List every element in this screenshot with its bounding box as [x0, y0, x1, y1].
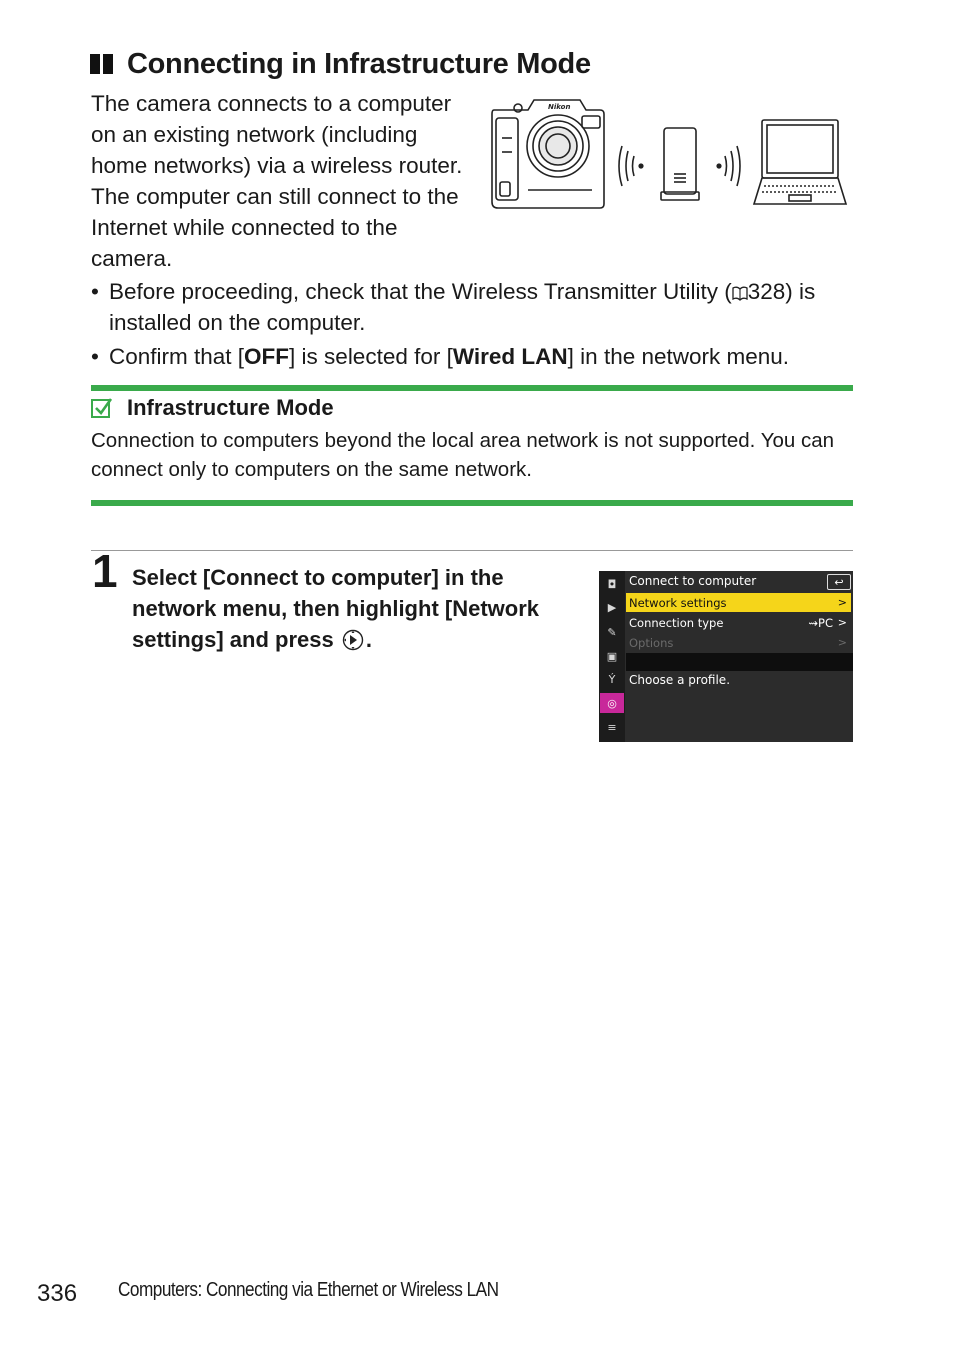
- bullet-list: [91, 276, 861, 375]
- wireless-signal-icon: [619, 146, 643, 186]
- bullet-text: ) is installed on the computer.: [109, 279, 816, 335]
- chevron-right-icon: >: [837, 596, 847, 609]
- camera-menu-screen: [599, 571, 853, 742]
- custom-settings-tab-icon[interactable]: ✎: [607, 625, 617, 639]
- wireless-signal-icon: [717, 146, 740, 186]
- note-divider-bottom: [91, 500, 853, 506]
- running-footer: Computers: Connecting via Ethernet or Wireless LAN: [118, 1279, 499, 1301]
- multi-selector-right-icon: [342, 629, 364, 651]
- menu-item-label: Options: [629, 635, 674, 650]
- my-menu-tab-icon[interactable]: ≡: [607, 720, 617, 734]
- section-title: Connecting in Infrastructure Mode: [127, 47, 591, 80]
- menu-tab-bar: [599, 571, 625, 742]
- help-text: Choose a profile.: [629, 673, 731, 687]
- connection-type-value: [808, 616, 833, 630]
- menu-item-value: PC: [818, 615, 833, 630]
- intro-paragraph: The camera connects to a computer on an existing network (including home networks) via a wireless router. The computer can still connect to the Internet while connected to the camera.: [91, 91, 463, 271]
- step-text: Select [Connect to computer] in the network menu, then highlight [Network settings] and press: [132, 565, 539, 652]
- link-icon: ⇝: [808, 615, 819, 630]
- list-item: [91, 276, 861, 338]
- bullet-text: ] is selected for [: [289, 344, 453, 369]
- network-tab-icon[interactable]: ◎: [600, 693, 624, 713]
- step-divider: [91, 550, 853, 551]
- setup-tab-icon[interactable]: Ý: [608, 672, 616, 686]
- photo-shooting-tab-icon[interactable]: ◘: [607, 577, 617, 591]
- camera-brand-label: Nikon: [548, 103, 571, 111]
- book-icon: [732, 286, 748, 301]
- playback-tab-icon[interactable]: ▣: [606, 649, 618, 663]
- router-illustration: [661, 128, 699, 200]
- step-number: 1: [92, 545, 118, 597]
- bullet-icon: •: [91, 344, 99, 369]
- option-wired-lan: Wired LAN: [452, 344, 568, 369]
- step-instruction: [132, 562, 582, 655]
- check-note-icon: [91, 397, 113, 419]
- page-reference-link[interactable]: 328: [747, 279, 786, 304]
- option-off: OFF: [244, 344, 290, 369]
- back-icon[interactable]: ↩: [827, 574, 851, 590]
- menu-item-connection-type[interactable]: [626, 613, 851, 632]
- note-title: Infrastructure Mode: [127, 395, 334, 420]
- infrastructure-diagram: [488, 94, 850, 212]
- note-heading: [91, 395, 334, 421]
- laptop-illustration: [754, 120, 846, 204]
- bullet-text: ] in the network menu.: [567, 344, 790, 369]
- menu-item-label: Network settings: [629, 595, 727, 610]
- menu-separator: [626, 653, 853, 671]
- menu-item-options[interactable]: [626, 633, 851, 652]
- page-number: 336: [37, 1280, 78, 1307]
- camera-illustration: [492, 100, 604, 208]
- section-heading: [90, 44, 591, 84]
- chevron-right-icon: >: [837, 616, 847, 629]
- chevron-right-icon: >: [837, 636, 847, 649]
- menu-title: Connect to computer: [629, 574, 757, 588]
- bullet-text: Confirm that [: [109, 344, 245, 369]
- menu-item-label: Connection type: [629, 615, 724, 630]
- video-recording-tab-icon[interactable]: ▶: [607, 600, 617, 614]
- note-body: Connection to computers beyond the local area network is not supported. You can connect only to computers on the same network.: [91, 429, 835, 481]
- section-marker-icon: [90, 54, 113, 74]
- note-divider-top: [91, 385, 853, 391]
- bullet-icon: •: [91, 279, 99, 304]
- bullet-text: Before proceeding, check that the Wireless Transmitter Utility (: [109, 279, 732, 304]
- step-text-end: .: [365, 627, 372, 652]
- list-item: [91, 341, 861, 372]
- menu-item-network-settings[interactable]: [626, 593, 851, 612]
